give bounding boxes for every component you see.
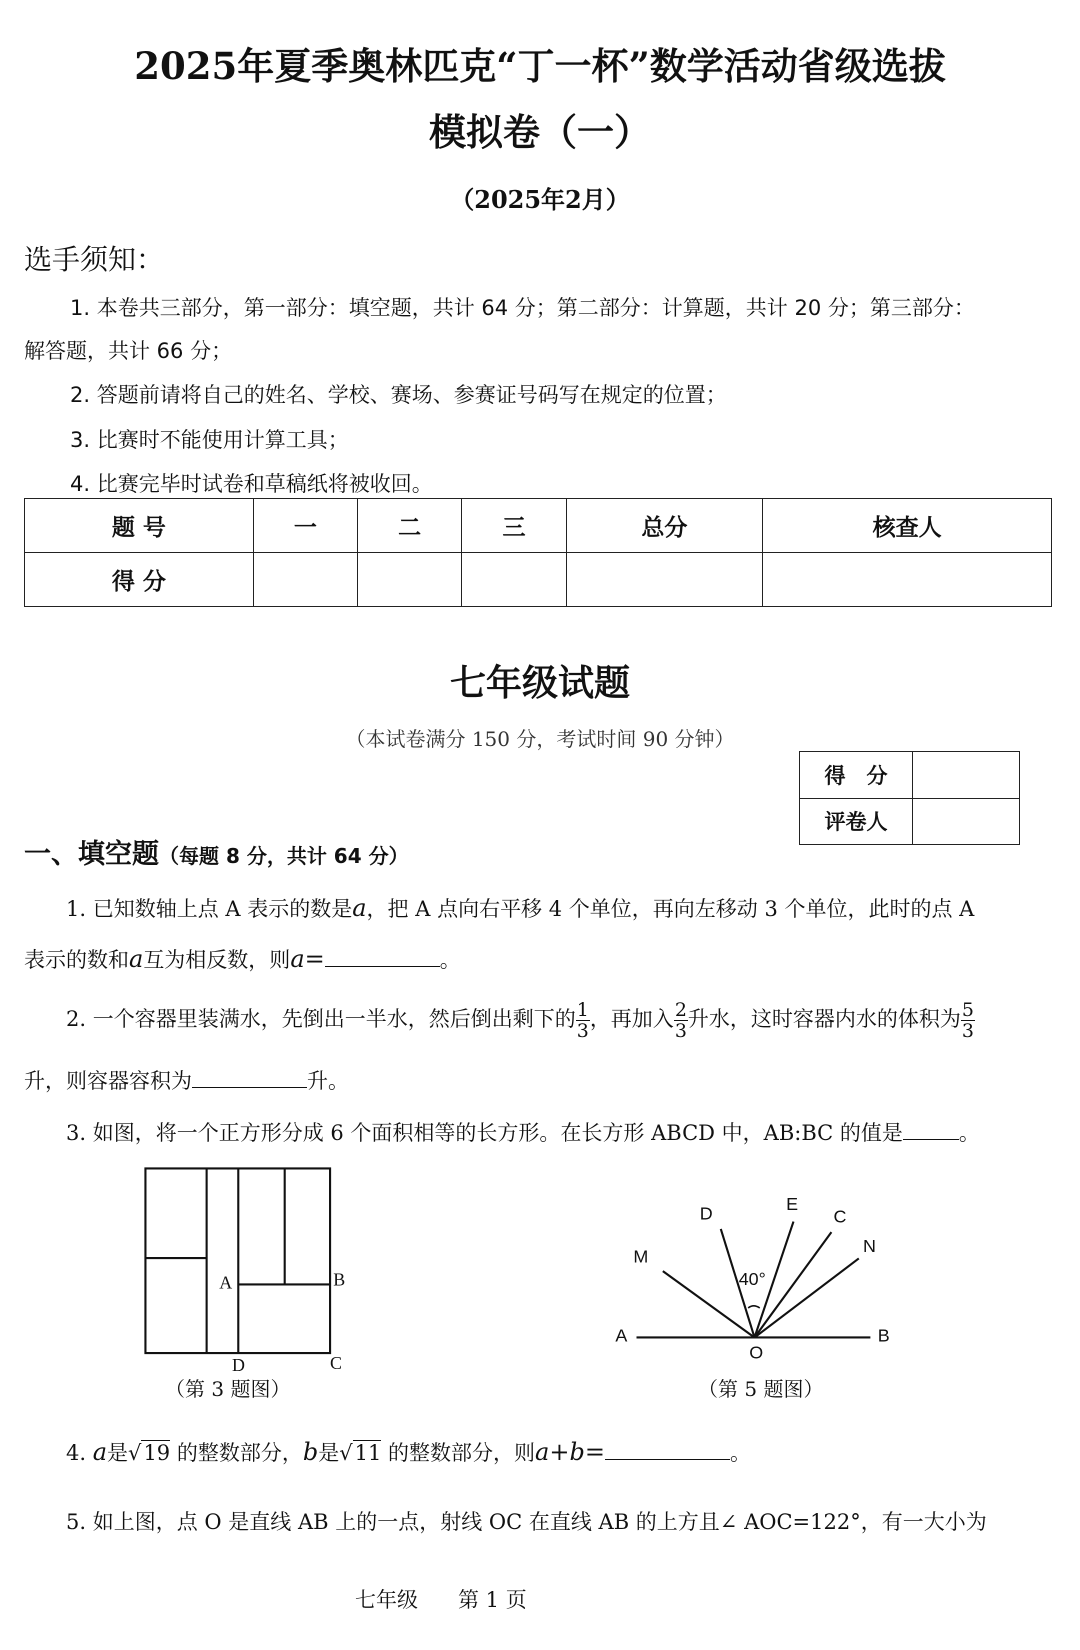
score-header: 三 bbox=[462, 499, 566, 553]
section-title: 一、填空题 bbox=[24, 839, 159, 870]
section-heading bbox=[24, 832, 409, 871]
notice-heading: 选手须知： bbox=[24, 243, 165, 276]
exam-subtitle: 模拟卷（一） bbox=[429, 110, 651, 154]
fig5-label-m: M bbox=[633, 1246, 649, 1267]
q4-period: 。 bbox=[729, 1441, 751, 1465]
q2-unit: 升。 bbox=[307, 1069, 349, 1093]
fraction-5-3: $\frac{5}{3}$ bbox=[961, 999, 974, 1042]
answer-blank-3[interactable] bbox=[903, 1119, 959, 1140]
q1-text: ，把 A 点向右平移 4 个单位，再向左移动 3 个单位，此时的点 A bbox=[366, 897, 975, 921]
score-header: 总分 bbox=[566, 499, 763, 553]
sqrt-19: 19 bbox=[143, 1441, 171, 1465]
grader-score-cell[interactable] bbox=[913, 752, 1020, 799]
q3-text: 3. 如图，将一个正方形分成 6 个面积相等的长方形。在长方形 ABCD 中，AB:BC 的值是 bbox=[66, 1121, 903, 1145]
fig5-label-d: D bbox=[699, 1203, 713, 1224]
q4-text: 是 bbox=[107, 1441, 129, 1465]
q4-text: 是 bbox=[318, 1441, 340, 1465]
score-cell[interactable] bbox=[566, 553, 763, 607]
score-cell[interactable] bbox=[358, 553, 462, 607]
notice-item: 解答题，共计 66 分； bbox=[24, 339, 233, 363]
q4-var: a bbox=[92, 1438, 108, 1466]
q2-text: 升，则容器容积为 bbox=[24, 1069, 192, 1093]
q4-number: 4. bbox=[66, 1441, 87, 1465]
sqrt-11: 11 bbox=[354, 1441, 382, 1465]
fig5-label-n: N bbox=[863, 1236, 876, 1257]
fraction-2-3: $\frac{2}{3}$ bbox=[674, 999, 687, 1042]
fig5-angle-label: 40° bbox=[738, 1268, 766, 1289]
question-3 bbox=[66, 1117, 980, 1147]
figure-5 bbox=[607, 1192, 902, 1366]
figure-3 bbox=[137, 1160, 348, 1371]
fig3-label-b: B bbox=[333, 1269, 346, 1290]
q4-text: 的整数部分，则 bbox=[388, 1441, 536, 1465]
q4-expr: a+b= bbox=[535, 1438, 605, 1466]
fraction-1-3: $\frac{1}{3}$ bbox=[576, 999, 589, 1042]
fig5-label-a: A bbox=[615, 1325, 628, 1346]
fig3-label-a: A bbox=[219, 1272, 233, 1293]
score-cell[interactable] bbox=[763, 553, 1052, 607]
q4-text: 的整数部分， bbox=[176, 1441, 303, 1465]
q1-text: 互为相反数，则 bbox=[143, 948, 291, 972]
notice-item: 4. 比赛完毕时试卷和草稿纸将被收回。 bbox=[70, 472, 433, 496]
grade-title: 七年级试题 bbox=[449, 662, 630, 704]
answer-blank-4[interactable] bbox=[605, 1439, 730, 1460]
grader-name-label: 评卷人 bbox=[800, 798, 913, 845]
answer-blank-2[interactable] bbox=[192, 1067, 307, 1088]
footer-page: 第 1 页 bbox=[458, 1588, 527, 1612]
q1-text: 1. 已知数轴上点 A 表示的数是 bbox=[66, 897, 353, 921]
fig5-label-c: C bbox=[833, 1206, 847, 1227]
fig3-label-c: C bbox=[330, 1352, 343, 1371]
score-cell[interactable] bbox=[462, 553, 566, 607]
q2-text: 2. 一个容器里装满水，先倒出一半水，然后倒出剩下的 bbox=[66, 1007, 576, 1031]
q3-period: 。 bbox=[958, 1121, 980, 1145]
figure-5-caption: （第 5 题图） bbox=[698, 1377, 824, 1401]
question-2-line-2 bbox=[24, 1065, 349, 1095]
score-cell[interactable] bbox=[253, 553, 357, 607]
score-header: 一 bbox=[253, 499, 357, 553]
notice-item: 1. 本卷共三部分，第一部分：填空题，共计 64 分；第二部分：计算题，共计 20 分；第三部分： bbox=[70, 296, 975, 320]
q1-var: a bbox=[129, 945, 144, 973]
score-row-label: 得 分 bbox=[25, 553, 254, 607]
grader-table bbox=[799, 751, 1020, 845]
footer bbox=[355, 1584, 527, 1614]
fig5-label-e: E bbox=[786, 1193, 799, 1214]
question-1-line-1 bbox=[66, 893, 974, 923]
fig5-label-b: B bbox=[877, 1325, 890, 1346]
answer-blank-1[interactable] bbox=[325, 946, 440, 967]
exam-date: （2025年2月） bbox=[450, 185, 630, 214]
grader-score-label: 得 分 bbox=[800, 752, 913, 799]
question-1-line-2 bbox=[24, 944, 461, 974]
q1-text: 表示的数和 bbox=[24, 948, 129, 972]
footer-grade: 七年级 bbox=[355, 1588, 418, 1612]
q1-period: 。 bbox=[439, 948, 461, 972]
notice-item: 3. 比赛时不能使用计算工具； bbox=[70, 428, 349, 452]
grader-name-cell[interactable] bbox=[913, 798, 1020, 845]
q2-text: ，再加入 bbox=[589, 1007, 674, 1031]
question-4: 4. a是√19 的整数部分，b是√11 的整数部分，则a+b= 。 bbox=[66, 1438, 751, 1466]
score-header: 题 号 bbox=[25, 499, 254, 553]
exam-title: 2025年夏季奥林匹克“丁一杯”数学活动省级选拔 bbox=[134, 44, 946, 88]
q1-var: a bbox=[352, 894, 367, 922]
q2-text: 升水，这时容器内水的体积为 bbox=[687, 1007, 961, 1031]
question-2-line-1 bbox=[66, 1000, 975, 1041]
fig3-label-d: D bbox=[231, 1355, 245, 1371]
figure-3-caption: （第 3 题图） bbox=[165, 1377, 291, 1401]
q4-var: b bbox=[302, 1438, 319, 1466]
score-header: 核查人 bbox=[763, 499, 1052, 553]
fig5-label-o: O bbox=[749, 1342, 764, 1363]
notice-item: 2. 答题前请将自己的姓名、学校、赛场、参赛证号码写在规定的位置； bbox=[70, 383, 727, 407]
score-header: 二 bbox=[358, 499, 462, 553]
exam-info: （本试卷满分 150 分，考试时间 90 分钟） bbox=[345, 727, 735, 751]
section-note: （每题 8 分，共计 64 分） bbox=[159, 844, 409, 868]
score-table bbox=[24, 498, 1052, 607]
question-5: 5. 如上图，点 O 是直线 AB 上的一点，射线 OC 在直线 AB 的上方且∠ AOC=122°，有一大小为 bbox=[66, 1510, 987, 1534]
q1-expr: a= bbox=[290, 945, 325, 973]
